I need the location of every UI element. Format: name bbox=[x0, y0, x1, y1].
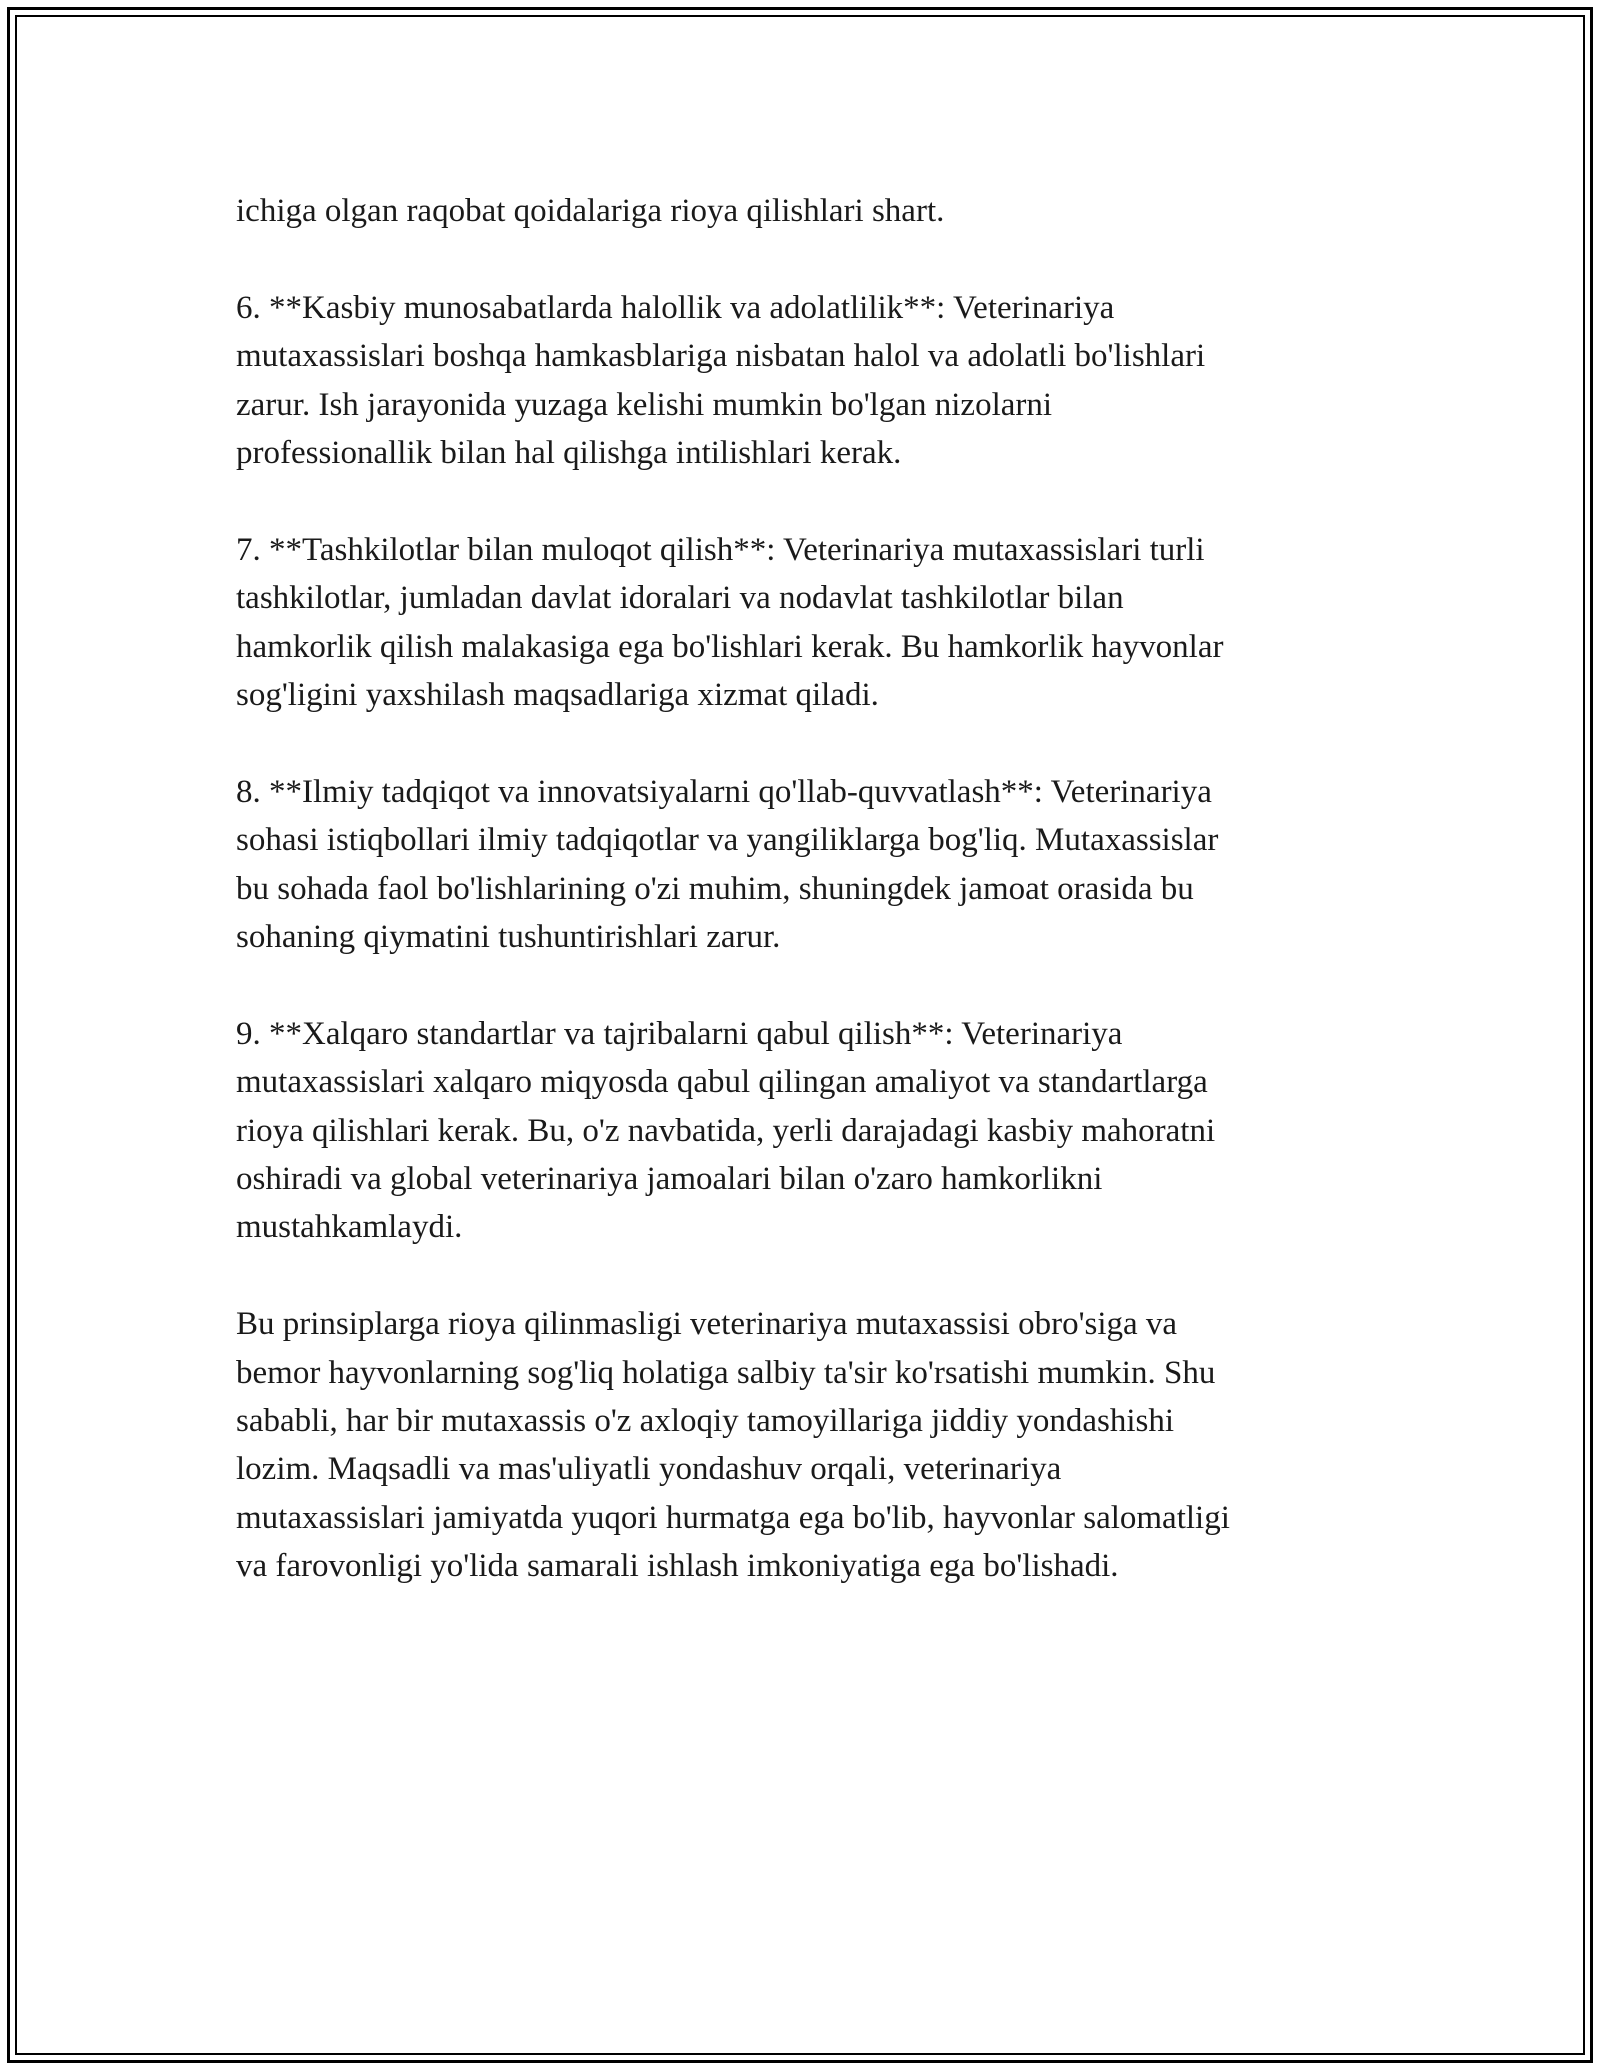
paragraph-continuation bbox=[236, 187, 1356, 235]
text-line: Bu prinsiplarga rioya qilinmasligi veterinariya mutaxassisi obro'siga va bbox=[236, 1306, 1178, 1343]
text-line: 7. **Tashkilotlar bilan muloqot qilish**: Veterinariya mutaxassislari turli bbox=[236, 531, 1205, 568]
text-line: bu sohada faol bo'lishlarining o'zi muhim, shuningdek jamoat orasida bu bbox=[236, 870, 1194, 907]
text-line: 9. **Xalqaro standartlar va tajribalarni qabul qilish**: Veterinariya bbox=[236, 1015, 1123, 1052]
text-line: va farovonligi yo'lida samarali ishlash imkoniyatiga ega bo'lishadi. bbox=[236, 1548, 1119, 1585]
text-line: oshiradi va global veterinariya jamoalari bilan o'zaro hamkorlikni bbox=[236, 1161, 1103, 1198]
text-line: mutaxassislari xalqaro miqyosda qabul qilingan amaliyot va standartlarga bbox=[236, 1064, 1208, 1101]
paragraph-conclusion bbox=[236, 1300, 1356, 1590]
text-line: bemor hayvonlarning sog'liq holatiga salbiy ta'sir ko'rsatishi mumkin. Shu bbox=[236, 1354, 1216, 1391]
text-line: mustahkamlaydi. bbox=[236, 1209, 463, 1246]
paragraph-item-9 bbox=[236, 1010, 1356, 1252]
text-line: ichiga olgan raqobat qoidalariga rioya qilishlari shart. bbox=[236, 193, 945, 229]
paragraph-item-8 bbox=[236, 768, 1356, 962]
text-line: sohasi istiqbollari ilmiy tadqiqotlar va yangiliklarga bog'liq. Mutaxassislar bbox=[236, 822, 1219, 859]
text-line: 6. **Kasbiy munosabatlarda halollik va adolatlilik**: Veterinariya bbox=[236, 289, 1115, 326]
document-body bbox=[236, 187, 1356, 1639]
text-line: sababli, har bir mutaxassis o'z axloqiy tamoyillariga jiddiy yondashishi bbox=[236, 1403, 1175, 1440]
paragraph-item-6 bbox=[236, 284, 1356, 478]
paragraph-item-7 bbox=[236, 526, 1356, 720]
text-line: professionallik bilan hal qilishga intilishlari kerak. bbox=[236, 435, 902, 472]
text-line: tashkilotlar, jumladan davlat idoralari va nodavlat tashkilotlar bilan bbox=[236, 580, 1124, 617]
text-line: hamkorlik qilish malakasiga ega bo'lishlari kerak. Bu hamkorlik hayvonlar bbox=[236, 628, 1224, 665]
text-line: lozim. Maqsadli va mas'uliyatli yondashuv orqali, veterinariya bbox=[236, 1451, 1062, 1488]
text-line: sog'ligini yaxshilash maqsadlariga xizmat qiladi. bbox=[236, 677, 879, 714]
text-line: sohaning qiymatini tushuntirishlari zarur. bbox=[236, 919, 781, 956]
text-line: rioya qilishlari kerak. Bu, o'z navbatida, yerli darajadagi kasbiy mahoratni bbox=[236, 1112, 1216, 1149]
text-line: mutaxassislari jamiyatda yuqori hurmatga ega bo'lib, hayvonlar salomatligi bbox=[236, 1499, 1230, 1536]
text-line: 8. **Ilmiy tadqiqot va innovatsiyalarni qo'llab-quvvatlash**: Veterinariya bbox=[236, 773, 1212, 810]
text-line: zarur. Ish jarayonida yuzaga kelishi mumkin bo'lgan nizolarni bbox=[236, 386, 1053, 423]
text-line: mutaxassislari boshqa hamkasblariga nisbatan halol va adolatli bo'lishlari bbox=[236, 338, 1206, 375]
